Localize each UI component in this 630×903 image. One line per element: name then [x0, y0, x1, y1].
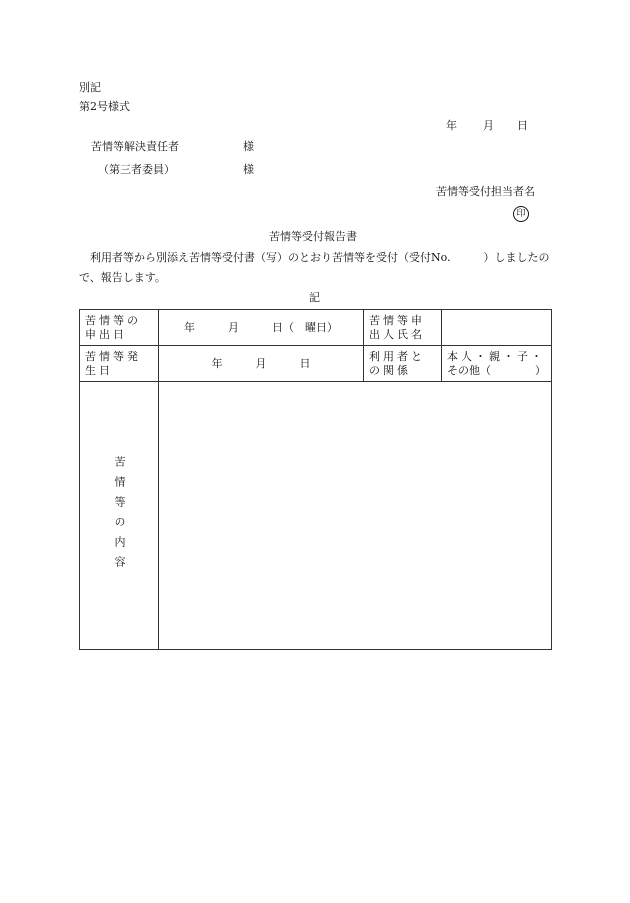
table-row [80, 310, 552, 346]
form-number: 第2号様式 [79, 100, 130, 113]
reporter-label: 苦情等受付担当者名 [436, 185, 535, 198]
document-title: 苦情等受付報告書 [269, 230, 357, 243]
date-month: 月 [483, 119, 494, 132]
report-table [79, 309, 552, 650]
occurrence-date-label: 苦情等発生日 [80, 346, 159, 382]
complaint-date-value: 年 月 日（ 曜日） [159, 310, 364, 346]
complaint-date-label: 苦情等の申出日 [80, 310, 159, 346]
addressee-honorific: 様 [243, 163, 254, 176]
date-day: 日 [517, 119, 528, 132]
relationship-options [442, 346, 552, 382]
body-paragraph: 利用者等から別添え苦情等受付書（写）のとおり苦情等を受付（受付No. ）しましたので、報告します。 [79, 251, 550, 284]
content-value [159, 382, 552, 650]
ki-label: 記 [309, 291, 320, 304]
content-label-cell [80, 382, 159, 650]
relationship-options-line: 本人・親・子・ [447, 349, 545, 363]
seal-mark: 印 [513, 206, 529, 222]
relationship-label: 利用者との関係 [364, 346, 442, 382]
appendix-label: 別記 [79, 81, 101, 94]
addressee-name: 苦情等解決責任者 [91, 140, 179, 153]
date-year: 年 [446, 119, 457, 132]
complainant-name-label: 苦情等申出人氏名 [364, 310, 442, 346]
addressee-honorific: 様 [243, 140, 254, 153]
complainant-name-value [442, 310, 552, 346]
addressee-name: （第三者委員） [98, 163, 175, 176]
relationship-options-line: その他（ ） [447, 363, 546, 377]
content-label: 苦情等の内容 [113, 455, 126, 576]
table-row [80, 382, 552, 650]
table-row [80, 346, 552, 382]
occurrence-date-value: 年 月 日 [159, 346, 364, 382]
